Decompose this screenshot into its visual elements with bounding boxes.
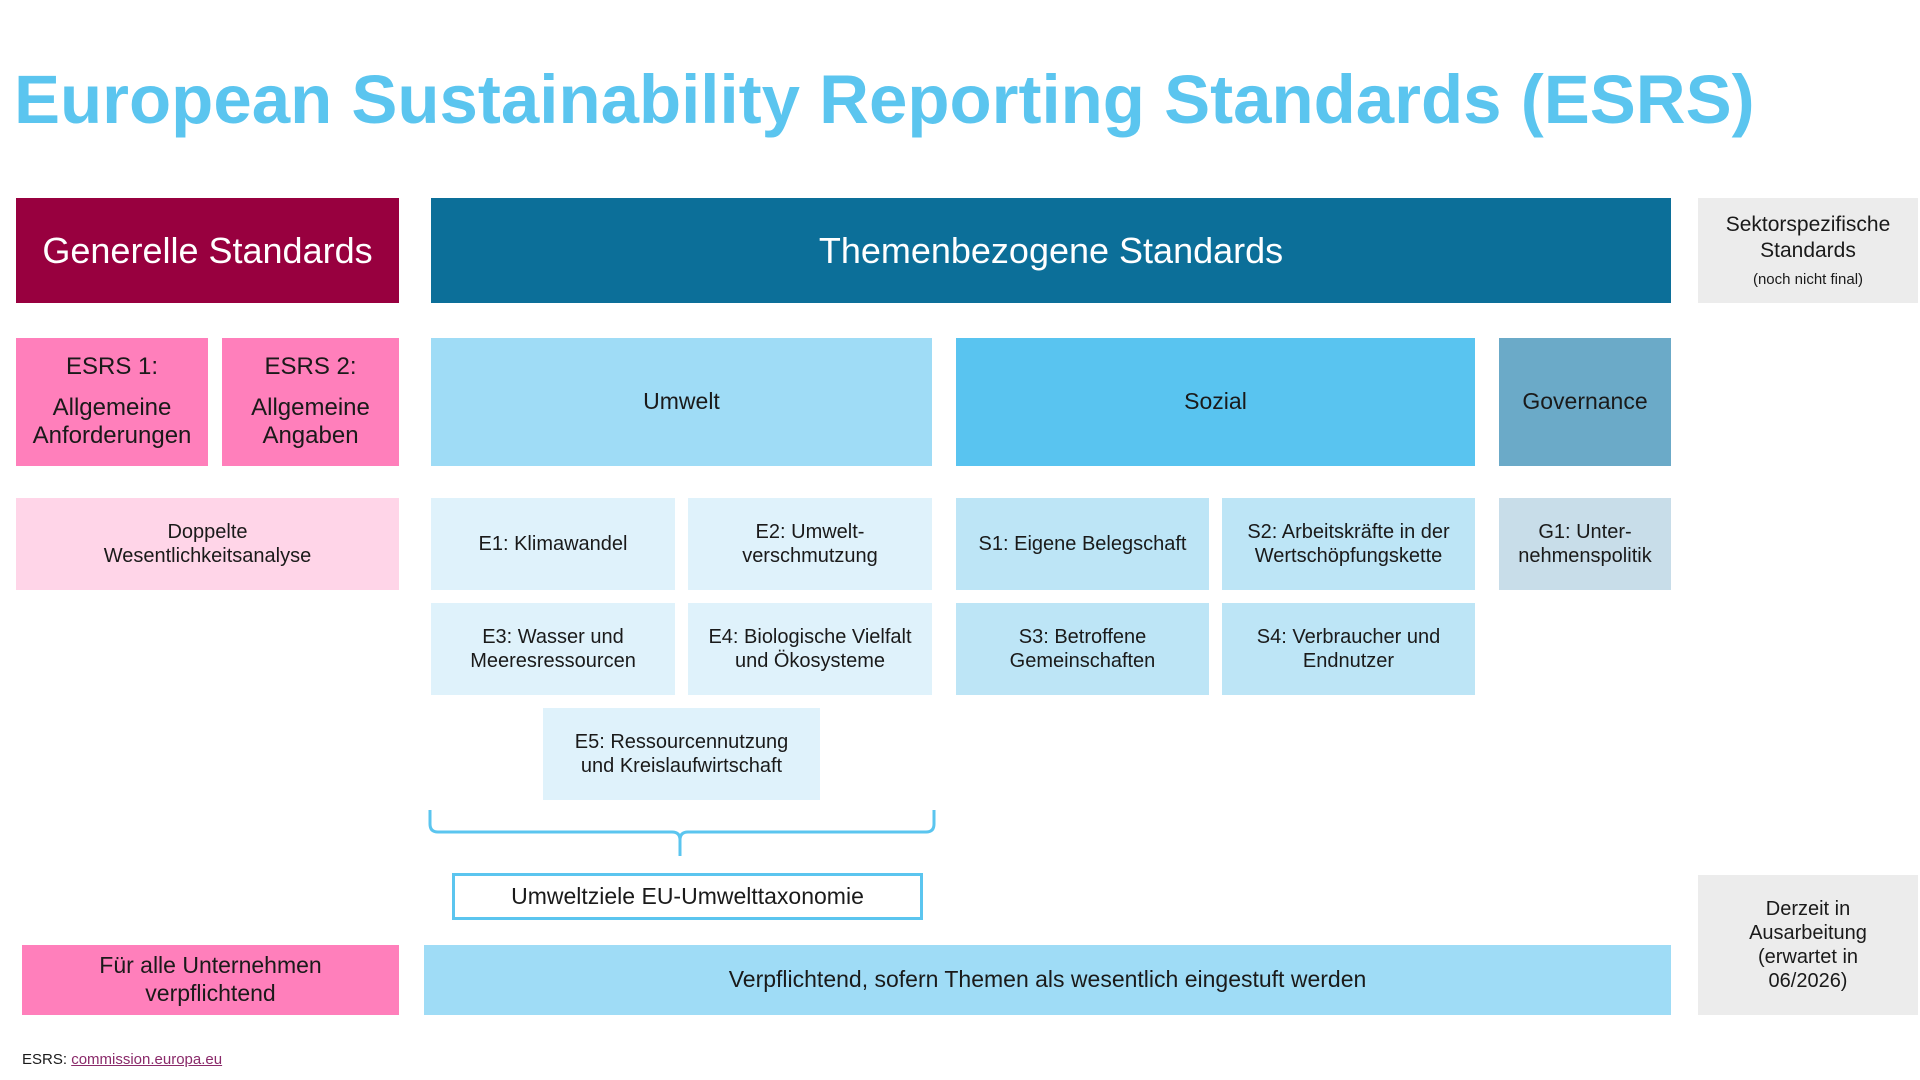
standard-s4 [1222,603,1475,695]
sector-specific-standards-box [1698,198,1918,303]
s3-line2: Gemeinschaften [1009,650,1156,672]
alle-line2: verpflichtend [145,980,276,1006]
standard-s3 [956,603,1209,695]
category-sozial: Sozial [956,338,1475,466]
e4-line2: und Ökosysteme [734,650,886,672]
s4-line1: S4: Verbraucher und [1256,626,1441,648]
doppelte-line2: Wesentlichkeitsanalyse [103,545,312,567]
derzeit-line4: 06/2026) [1768,970,1848,992]
standard-s1 [956,498,1209,590]
standard-e4 [688,603,932,695]
standard-e1 [431,498,675,590]
source-footer [22,1051,222,1068]
g1-line2: nehmenspolitik [1518,545,1652,567]
derzeit-line2: Ausarbeitung [1749,922,1867,944]
thematic-standards-header: Themenbezogene Standards [431,198,1671,303]
e3-line2: Meeresressourcen [470,650,636,672]
esrs2-box [222,338,399,466]
esrs2-line2: Allgemeine [251,393,370,421]
esrs2-line3: Angaben [262,422,359,450]
esrs2-line1: ESRS 2: [264,352,357,380]
footer-prefix: ESRS: [22,1051,72,1068]
standard-e2 [688,498,932,590]
esrs1-line1: ESRS 1: [65,352,159,380]
taxonomy-box: Umweltziele EU-Umwelttaxonomie [452,873,923,920]
s2-line2: Wertschöpfungskette [1254,545,1443,567]
mandatory-if-material-box: Verpflichtend, sofern Themen als wesentlich eingestuft werden [424,945,1671,1015]
standard-g1 [1499,498,1671,590]
esrs1-box [16,338,208,466]
g1-line1: G1: Unter- [1538,521,1632,543]
s2-line1: S2: Arbeitskräfte in der [1247,521,1450,543]
derzeit-line1: Derzeit in [1765,898,1851,920]
doppelte-line1: Doppelte [167,521,248,543]
sector-label-line2: Standards [1760,238,1856,262]
source-link[interactable]: commission.europa.eu [71,1051,223,1068]
alle-line1: Für alle Unternehmen [99,952,322,979]
double-materiality-box [16,498,399,590]
category-umwelt: Umwelt [431,338,932,466]
esrs1-line2: Allgemeine [52,393,172,421]
in-preparation-box [1698,875,1918,1015]
sector-label-line1: Sektorspezifische [1725,213,1891,237]
standard-e5 [543,708,820,800]
s3-line1: S3: Betroffene [1018,626,1147,648]
s4-line2: Endnutzer [1302,650,1395,672]
e2-line2: verschmutzung [742,545,878,567]
e5-line2: und Kreislaufwirtschaft [580,755,783,777]
environment-brace [428,808,936,858]
category-governance: Governance [1499,338,1671,466]
e5-line1: E5: Ressourcennutzung [574,731,789,753]
e4-line1: E4: Biologische Vielfalt [708,626,912,648]
derzeit-line3: (erwartet in [1757,946,1859,968]
s1-line1: S1: Eigene Belegschaft [978,533,1187,555]
esrs1-line3: Anforderungen [32,422,192,450]
standard-e3 [431,603,675,695]
e2-line1: E2: Umwelt- [755,521,865,543]
standard-s2 [1222,498,1475,590]
e1-line1: E1: Klimawandel [478,533,628,555]
page-title: European Sustainability Reporting Standards (ESRS) [14,61,1755,138]
e3-line1: E3: Wasser und [482,626,624,648]
mandatory-all-box [22,945,399,1015]
sector-note: (noch nicht final) [1752,270,1864,288]
general-standards-header: Generelle Standards [16,198,399,303]
